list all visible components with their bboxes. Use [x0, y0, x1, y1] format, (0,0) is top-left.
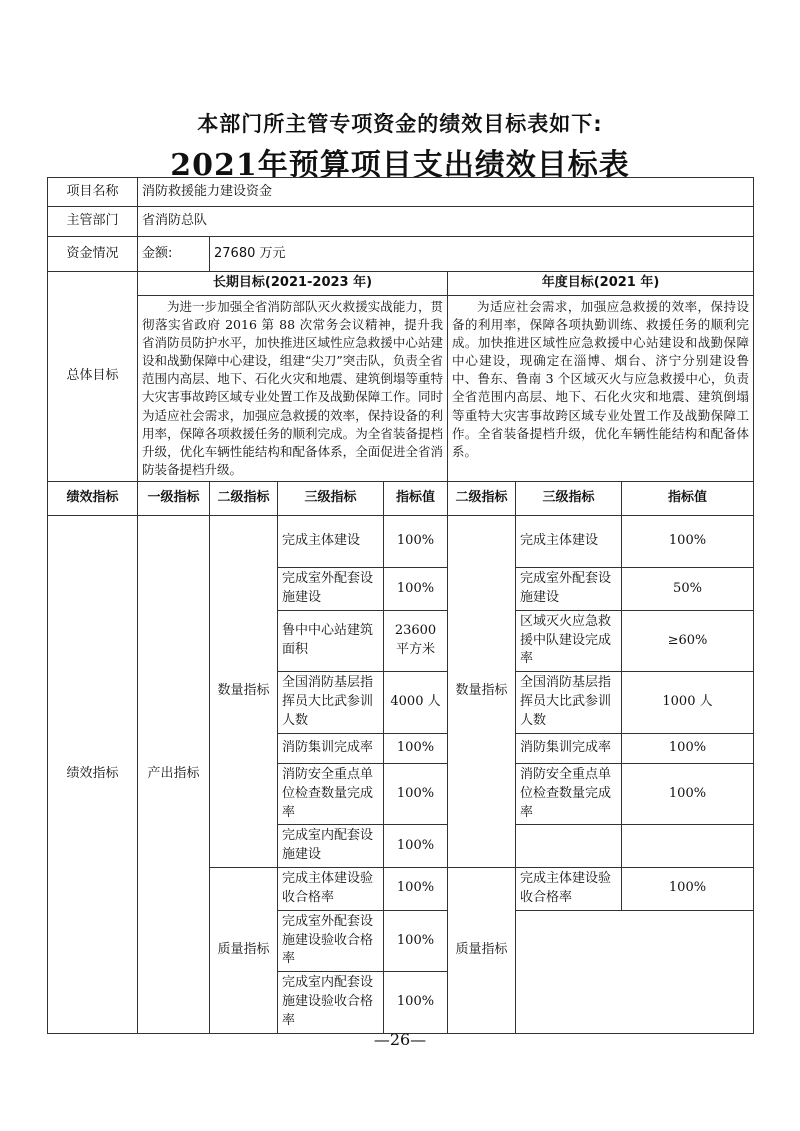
annual-level3-cell: 完成主体建设	[516, 516, 622, 568]
value-cell: 100%	[384, 568, 448, 611]
annual-header: 年度目标(2021 年)	[448, 272, 754, 296]
annual-level3-cell: 消防集训完成率	[516, 733, 622, 763]
empty-annual-cell	[516, 910, 754, 1033]
long-term-header: 长期目标(2021-2023 年)	[138, 272, 448, 296]
indicator-header-row	[48, 482, 754, 516]
dept-row	[48, 207, 754, 237]
value-cell: 100%	[384, 972, 448, 1034]
quality-label: 质量指标	[210, 868, 278, 1034]
goal-header-row	[48, 272, 754, 296]
level3-cell: 完成主体建设	[278, 516, 384, 568]
dept-label: 主管部门	[48, 207, 138, 237]
fund-row	[48, 237, 754, 272]
project-label: 项目名称	[48, 178, 138, 207]
goal-label: 总体目标	[48, 272, 138, 482]
quantity-label-annual: 数量指标	[448, 516, 516, 868]
value-cell: 100%	[384, 763, 448, 825]
annual-value-cell	[622, 825, 754, 868]
header-level1: 一级指标	[138, 482, 210, 516]
dept-value: 省消防总队	[138, 207, 754, 237]
level3-cell: 消防安全重点单位检查数量完成率	[278, 763, 384, 825]
annual-value-cell: 100%	[622, 516, 754, 568]
level3-cell: 完成室外配套设施建设验收合格率	[278, 910, 384, 972]
performance-label: 绩效指标	[48, 516, 138, 1034]
value-cell: 100%	[384, 825, 448, 868]
annual-level3-cell: 消防安全重点单位检查数量完成率	[516, 763, 622, 825]
quality-label-annual: 质量指标	[448, 868, 516, 1034]
annual-level3-cell	[516, 825, 622, 868]
output-label: 产出指标	[138, 516, 210, 1034]
annual-level3-cell: 全国消防基层指挥员大比武参训人数	[516, 672, 622, 734]
table-row	[48, 516, 754, 568]
annual-value-cell: 50%	[622, 568, 754, 611]
header-level3-annual: 三级指标	[516, 482, 622, 516]
fund-label: 资金情况	[48, 237, 138, 272]
header-level2: 二级指标	[210, 482, 278, 516]
amount-label: 金额:	[138, 237, 210, 272]
level3-cell: 鲁中中心站建筑面积	[278, 610, 384, 672]
annual-level3-cell: 完成室外配套设施建设	[516, 568, 622, 611]
level3-cell: 完成室外配套设施建设	[278, 568, 384, 611]
level3-cell: 消防集训完成率	[278, 733, 384, 763]
header-level3: 三级指标	[278, 482, 384, 516]
level3-cell: 全国消防基层指挥员大比武参训人数	[278, 672, 384, 734]
value-cell: 100%	[384, 868, 448, 911]
annual-value-cell: ≥60%	[622, 610, 754, 672]
project-row	[48, 178, 754, 207]
quantity-label: 数量指标	[210, 516, 278, 868]
annual-value-cell: 1000 人	[622, 672, 754, 734]
header-performance: 绩效指标	[48, 482, 138, 516]
goal-text-row	[48, 295, 754, 481]
header-level2-annual: 二级指标	[448, 482, 516, 516]
page-number: —26—	[373, 1030, 427, 1049]
annual-level3-cell: 完成主体建设验收合格率	[516, 868, 622, 911]
value-cell: 100%	[384, 516, 448, 568]
annual-text: 为适应社会需求，加强应急救援的效率，保持设备的利用率，保障各项执勤训练、救援任务的顺利完成。加快推进区域性应急救援中心站建设和战勤保障中心建设，现确定在淄博、烟台、济宁分别建设鲁中、鲁东、鲁南 3 个区域灭火与应急救援中心，负责全省范围内高层、地下、石化火灾和地震、建筑倒塌等重特大灾害事故跨区域专业处置工作及战勤保障工作。全省装备提档升级，优化车辆性能结构和配备体系。	[448, 295, 754, 481]
value-cell: 100%	[384, 910, 448, 972]
performance-table	[47, 177, 754, 1034]
table-title: 2021年预算项目支出绩效目标表	[170, 148, 630, 183]
annual-value-cell: 100%	[622, 763, 754, 825]
level3-cell: 完成室内配套设施建设验收合格率	[278, 972, 384, 1034]
project-value: 消防救援能力建设资金	[138, 178, 754, 207]
long-term-text: 为进一步加强全省消防部队灭火救援实战能力，贯彻落实省政府 2016 第 88 次常务会议精神，提升我省消防员防护水平，加快推进区域性应急救援中心站建设和战勤保障中心建设，组建“尖刀”突击队，负责全省范围内高层、地下、石化火灾和地震、建筑倒塌等重特大灾害事故跨区域专业处置工作及战勤保障工作。同时为适应社会需求，加强应急救援的效率，保持设备的利用率，保障各项救援任务的顺利完成。为全省装备提档升级，优化车辆性能结构和配备体系，全面促进全省消防装备提档升级。	[138, 295, 448, 481]
level3-cell: 完成室内配套设施建设	[278, 825, 384, 868]
level3-cell: 完成主体建设验收合格率	[278, 868, 384, 911]
annual-value-cell: 100%	[622, 868, 754, 911]
header-value: 指标值	[384, 482, 448, 516]
value-cell: 4000 人	[384, 672, 448, 734]
section-heading: 本部门所主管专项资金的绩效目标表如下:	[197, 112, 603, 136]
header-value-annual: 指标值	[622, 482, 754, 516]
amount-value: 27680 万元	[210, 237, 754, 272]
value-cell: 23600 平方米	[384, 610, 448, 672]
annual-level3-cell: 区域灭火应急救援中队建设完成率	[516, 610, 622, 672]
value-cell: 100%	[384, 733, 448, 763]
annual-value-cell: 100%	[622, 733, 754, 763]
